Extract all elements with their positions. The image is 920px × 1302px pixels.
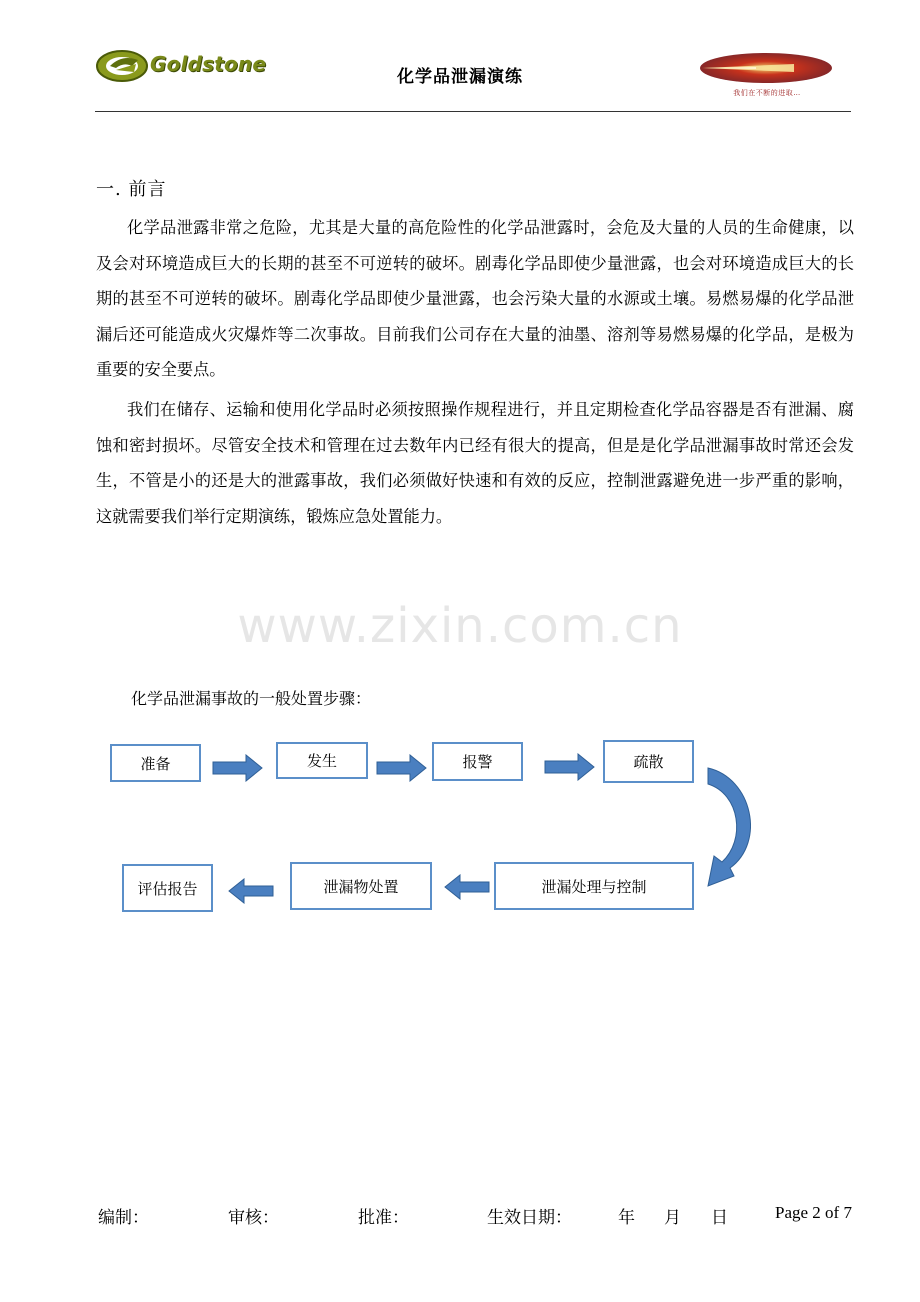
- curved-arrow-down-icon: [700, 764, 764, 892]
- brand-emblem: [696, 50, 836, 102]
- emblem-icon: [696, 50, 836, 90]
- slogan-text: 我们在不断的进取…: [733, 89, 801, 97]
- step-box-alarm: [432, 742, 523, 781]
- arrow-right-icon: [376, 754, 428, 782]
- step-box-leak-disposal: [290, 862, 432, 910]
- step-box-leak-control: [494, 862, 694, 910]
- header-divider: [95, 111, 851, 112]
- arrow-right-icon: [212, 754, 264, 782]
- footer-effective-date: 生效日期：: [487, 1208, 572, 1227]
- steps-intro: 化学品泄漏事故的一般处置步骤：: [131, 689, 372, 708]
- arrow-left-icon: [228, 878, 274, 904]
- footer-reviewer: 审核：: [228, 1208, 279, 1227]
- intro-paragraph-1: 化学品泄露非常之危险，尤其是大量的高危险性的化学品泄露时，会危及大量的人员的生命健康，以及会对环境造成巨大的长期的甚至不可逆转的破坏。剧毒化学品即使少量泄露，也会对环境造成巨大的长期的甚至不可逆转的破坏。剧毒化学品即使少量泄露，也会污染大量的水源或土壤。易燃易爆的化学品泄漏后还可能造成火灾爆炸等二次事故。目前我们公司存在大量的油墨、溶剂等易燃易爆的化学品，是极为重要的安全要点。: [96, 218, 854, 379]
- document-title: 化学品泄漏演练: [397, 67, 523, 87]
- step-label: 评估报告: [137, 879, 198, 898]
- footer-day: 日: [711, 1208, 728, 1227]
- watermark: www.zixin.com.cn: [237, 598, 683, 654]
- arrow-right-icon: [544, 753, 596, 781]
- footer-year: 年: [618, 1208, 635, 1227]
- footer-editor: 编制：: [98, 1208, 149, 1227]
- step-label: 准备: [140, 754, 171, 773]
- page-number: Page 2 of 7: [775, 1203, 852, 1222]
- step-label: 泄漏物处置: [323, 877, 399, 896]
- step-label: 发生: [306, 752, 337, 770]
- goldstone-logo: [96, 46, 286, 86]
- step-box-occur: [276, 742, 368, 779]
- step-box-prepare: [110, 744, 201, 782]
- step-label: 报警: [462, 753, 493, 771]
- section-heading: 一. 前言: [96, 179, 167, 200]
- footer-approver: 批准：: [358, 1208, 409, 1227]
- goldstone-logo-icon: [96, 46, 152, 86]
- arrow-left-icon: [444, 874, 490, 900]
- goldstone-logo-text: Goldstone: [150, 52, 267, 76]
- footer-month: 月: [664, 1208, 681, 1227]
- intro-paragraph-2: 我们在储存、运输和使用化学品时必须按照操作规程进行，并且定期检查化学品容器是否有泄漏、腐蚀和密封损坏。尽管安全技术和管理在过去数年内已经有很大的提高，但是是化学品泄漏事故时常还会发生，不管是小的还是大的泄露事故，我们必须做好快速和有效的反应，控制泄露避免进一步严重的影响，这就需要我们举行定期演练，锻炼应急处置能力。: [96, 400, 854, 526]
- step-box-evacuate: [603, 740, 694, 783]
- step-label: 疏散: [633, 753, 664, 771]
- step-label: 泄漏处理与控制: [541, 877, 647, 896]
- step-box-assessment: [122, 864, 213, 912]
